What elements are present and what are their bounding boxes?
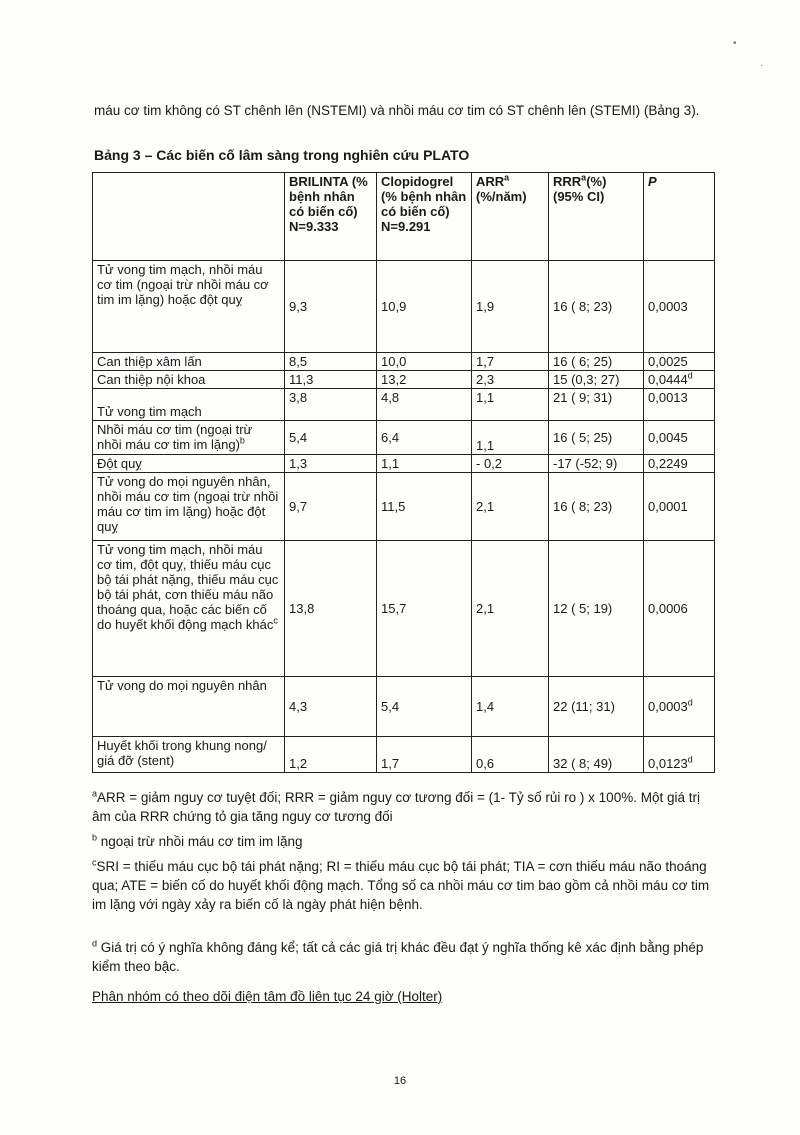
arr-cell: 2,1 bbox=[472, 541, 549, 677]
brilinta-cell: 9,3 bbox=[285, 261, 377, 353]
p-cell: 0,0003 bbox=[644, 261, 715, 353]
brilinta-cell: 5,4 bbox=[285, 421, 377, 455]
brilinta-cell: 13,8 bbox=[285, 541, 377, 677]
clopidogrel-cell: 4,8 bbox=[377, 389, 472, 421]
p-cell: 0,0013 bbox=[644, 389, 715, 421]
footnote-a: $^a$ARR = giảm nguy cơ tuyệt đối; RRR = giảm nguy cơ tương đối = (1- Tỷ số rủi ro ) x 100%. Một giá trị âm của RRR chứng tỏ gia tăng nguy cơ tương đối bbox=[92, 788, 700, 824]
intro-paragraph: máu cơ tim không có ST chênh lên (NSTEMI) và nhồi máu cơ tim có ST chênh lên (STEMI) (Bảng 3). bbox=[94, 103, 700, 118]
p-cell: 0,0045 bbox=[644, 421, 715, 455]
clopidogrel-cell: 11,5 bbox=[377, 473, 472, 541]
event-cell: Can thiệp nội khoa bbox=[93, 371, 285, 389]
event-cell: Tử vong tim mạch bbox=[93, 389, 285, 421]
footnote-b: $^b$ ngoại trừ nhồi máu cơ tim im lặng bbox=[92, 832, 303, 849]
event-cell: Tử vong do mọi nguyên nhân bbox=[93, 677, 285, 737]
clopidogrel-cell: 10,0 bbox=[377, 353, 472, 371]
header-p: P bbox=[644, 173, 715, 261]
table-row bbox=[93, 677, 715, 737]
rrr-cell: 16 ( 5; 25) bbox=[549, 421, 644, 455]
clopidogrel-cell: 15,7 bbox=[377, 541, 472, 677]
brilinta-cell: 4,3 bbox=[285, 677, 377, 737]
p-cell: 0,0006 bbox=[644, 541, 715, 677]
table-row bbox=[93, 541, 715, 677]
footnote-d: $^d$ Giá trị có ý nghĩa không đáng kể; tất cả các giá trị khác đều đạt ý nghĩa thống kê xác định bằng phép kiểm theo bậc. bbox=[92, 938, 704, 974]
header-event bbox=[93, 173, 285, 261]
header-brilinta: BRILINTA (% bệnh nhân có biến cố) N=9.333 bbox=[285, 173, 377, 261]
header-arr: ARR$^a$ (%/năm) bbox=[472, 173, 549, 261]
p-cell: 0,0025 bbox=[644, 353, 715, 371]
arr-cell: 0,6 bbox=[472, 737, 549, 773]
arr-cell: 1,4 bbox=[472, 677, 549, 737]
header-rrr: RRR$^a$(%) (95% CI) bbox=[549, 173, 644, 261]
arr-cell: 2,3 bbox=[472, 371, 549, 389]
table-row bbox=[93, 455, 715, 473]
table-caption: Bảng 3 – Các biến cố lâm sàng trong nghiên cứu PLATO bbox=[94, 147, 470, 163]
clopidogrel-cell: 5,4 bbox=[377, 677, 472, 737]
brilinta-cell: 1,3 bbox=[285, 455, 377, 473]
p-cell: 0,2249 bbox=[644, 455, 715, 473]
clopidogrel-cell: 10,9 bbox=[377, 261, 472, 353]
arr-cell: - 0,2 bbox=[472, 455, 549, 473]
scan-speck: • bbox=[733, 38, 737, 49]
event-cell: Tử vong do mọi nguyên nhân, nhồi máu cơ tim (ngoại trừ nhồi máu cơ tim im lặng) hoặc đột quỵ bbox=[93, 473, 285, 541]
p-cell: 0,0444$^d$ bbox=[644, 371, 715, 389]
arr-cell: 1,9 bbox=[472, 261, 549, 353]
arr-cell: 1,1 bbox=[472, 421, 549, 455]
rrr-cell: 32 ( 8; 49) bbox=[549, 737, 644, 773]
header-clopidogrel: Clopidogrel (% bệnh nhân có biến cố) N=9.291 bbox=[377, 173, 472, 261]
clopidogrel-cell: 13,2 bbox=[377, 371, 472, 389]
scan-speck: · bbox=[760, 60, 764, 71]
rrr-cell: 21 ( 9; 31) bbox=[549, 389, 644, 421]
event-cell: Tử vong tim mạch, nhồi máu cơ tim (ngoại trừ nhồi máu cơ tim im lặng) hoặc đột quỵ bbox=[93, 261, 285, 353]
table-row bbox=[93, 737, 715, 773]
brilinta-cell: 3,8 bbox=[285, 389, 377, 421]
rrr-cell: 22 (11; 31) bbox=[549, 677, 644, 737]
section-subheading: Phân nhóm có theo dõi điện tâm đồ liên tục 24 giờ (Holter) bbox=[92, 989, 443, 1004]
event-cell: Nhồi máu cơ tim (ngoại trừ nhồi máu cơ tim im lặng)$^b$ bbox=[93, 421, 285, 455]
table-row bbox=[93, 371, 715, 389]
footnote-c: $^c$SRI = thiếu máu cục bộ tái phát nặng; RI = thiếu máu cục bộ tái phát; TIA = cơn thiếu máu não thoáng qua; ATE = biến cố do huyết khối động mạch. Tổng số ca nhồi máu cơ tim bao gồm cả nhồi máu cơ tim im lặng với ngày xảy ra biến cố là ngày phát hiện bệnh. bbox=[92, 857, 710, 912]
arr-cell: 1,7 bbox=[472, 353, 549, 371]
rrr-cell: 16 ( 6; 25) bbox=[549, 353, 644, 371]
rrr-cell: 16 ( 8; 23) bbox=[549, 261, 644, 353]
brilinta-cell: 9,7 bbox=[285, 473, 377, 541]
arr-cell: 2,1 bbox=[472, 473, 549, 541]
p-cell: 0,0001 bbox=[644, 473, 715, 541]
table-header-row bbox=[93, 173, 715, 261]
table-row bbox=[93, 473, 715, 541]
table-row bbox=[93, 389, 715, 421]
table-row bbox=[93, 353, 715, 371]
rrr-cell: -17 (-52; 9) bbox=[549, 455, 644, 473]
brilinta-cell: 8,5 bbox=[285, 353, 377, 371]
clopidogrel-cell: 1,1 bbox=[377, 455, 472, 473]
p-cell: 0,0123$^d$ bbox=[644, 737, 715, 773]
p-cell: 0,0003$^d$ bbox=[644, 677, 715, 737]
brilinta-cell: 1,2 bbox=[285, 737, 377, 773]
clopidogrel-cell: 6,4 bbox=[377, 421, 472, 455]
brilinta-cell: 11,3 bbox=[285, 371, 377, 389]
page-number: 16 bbox=[393, 1075, 407, 1087]
table-row bbox=[93, 261, 715, 353]
clinical-events-table bbox=[92, 172, 715, 773]
rrr-cell: 15 (0,3; 27) bbox=[549, 371, 644, 389]
table-row bbox=[93, 421, 715, 455]
event-cell: Đột quỵ bbox=[93, 455, 285, 473]
rrr-cell: 16 ( 8; 23) bbox=[549, 473, 644, 541]
arr-cell: 1,1 bbox=[472, 389, 549, 421]
event-cell: Can thiệp xâm lấn bbox=[93, 353, 285, 371]
event-cell: Huyết khối trong khung nong/ giá đỡ (stent) bbox=[93, 737, 285, 773]
rrr-cell: 12 ( 5; 19) bbox=[549, 541, 644, 677]
clopidogrel-cell: 1,7 bbox=[377, 737, 472, 773]
event-cell: Tử vong tim mạch, nhồi máu cơ tim, đột quỵ, thiếu máu cục bộ tái phát nặng, thiếu máu cục bộ tái phát, cơn thiếu máu não thoáng qua, hoặc các biến cố do huyết khối động mạch khác$^c$ bbox=[93, 541, 285, 677]
